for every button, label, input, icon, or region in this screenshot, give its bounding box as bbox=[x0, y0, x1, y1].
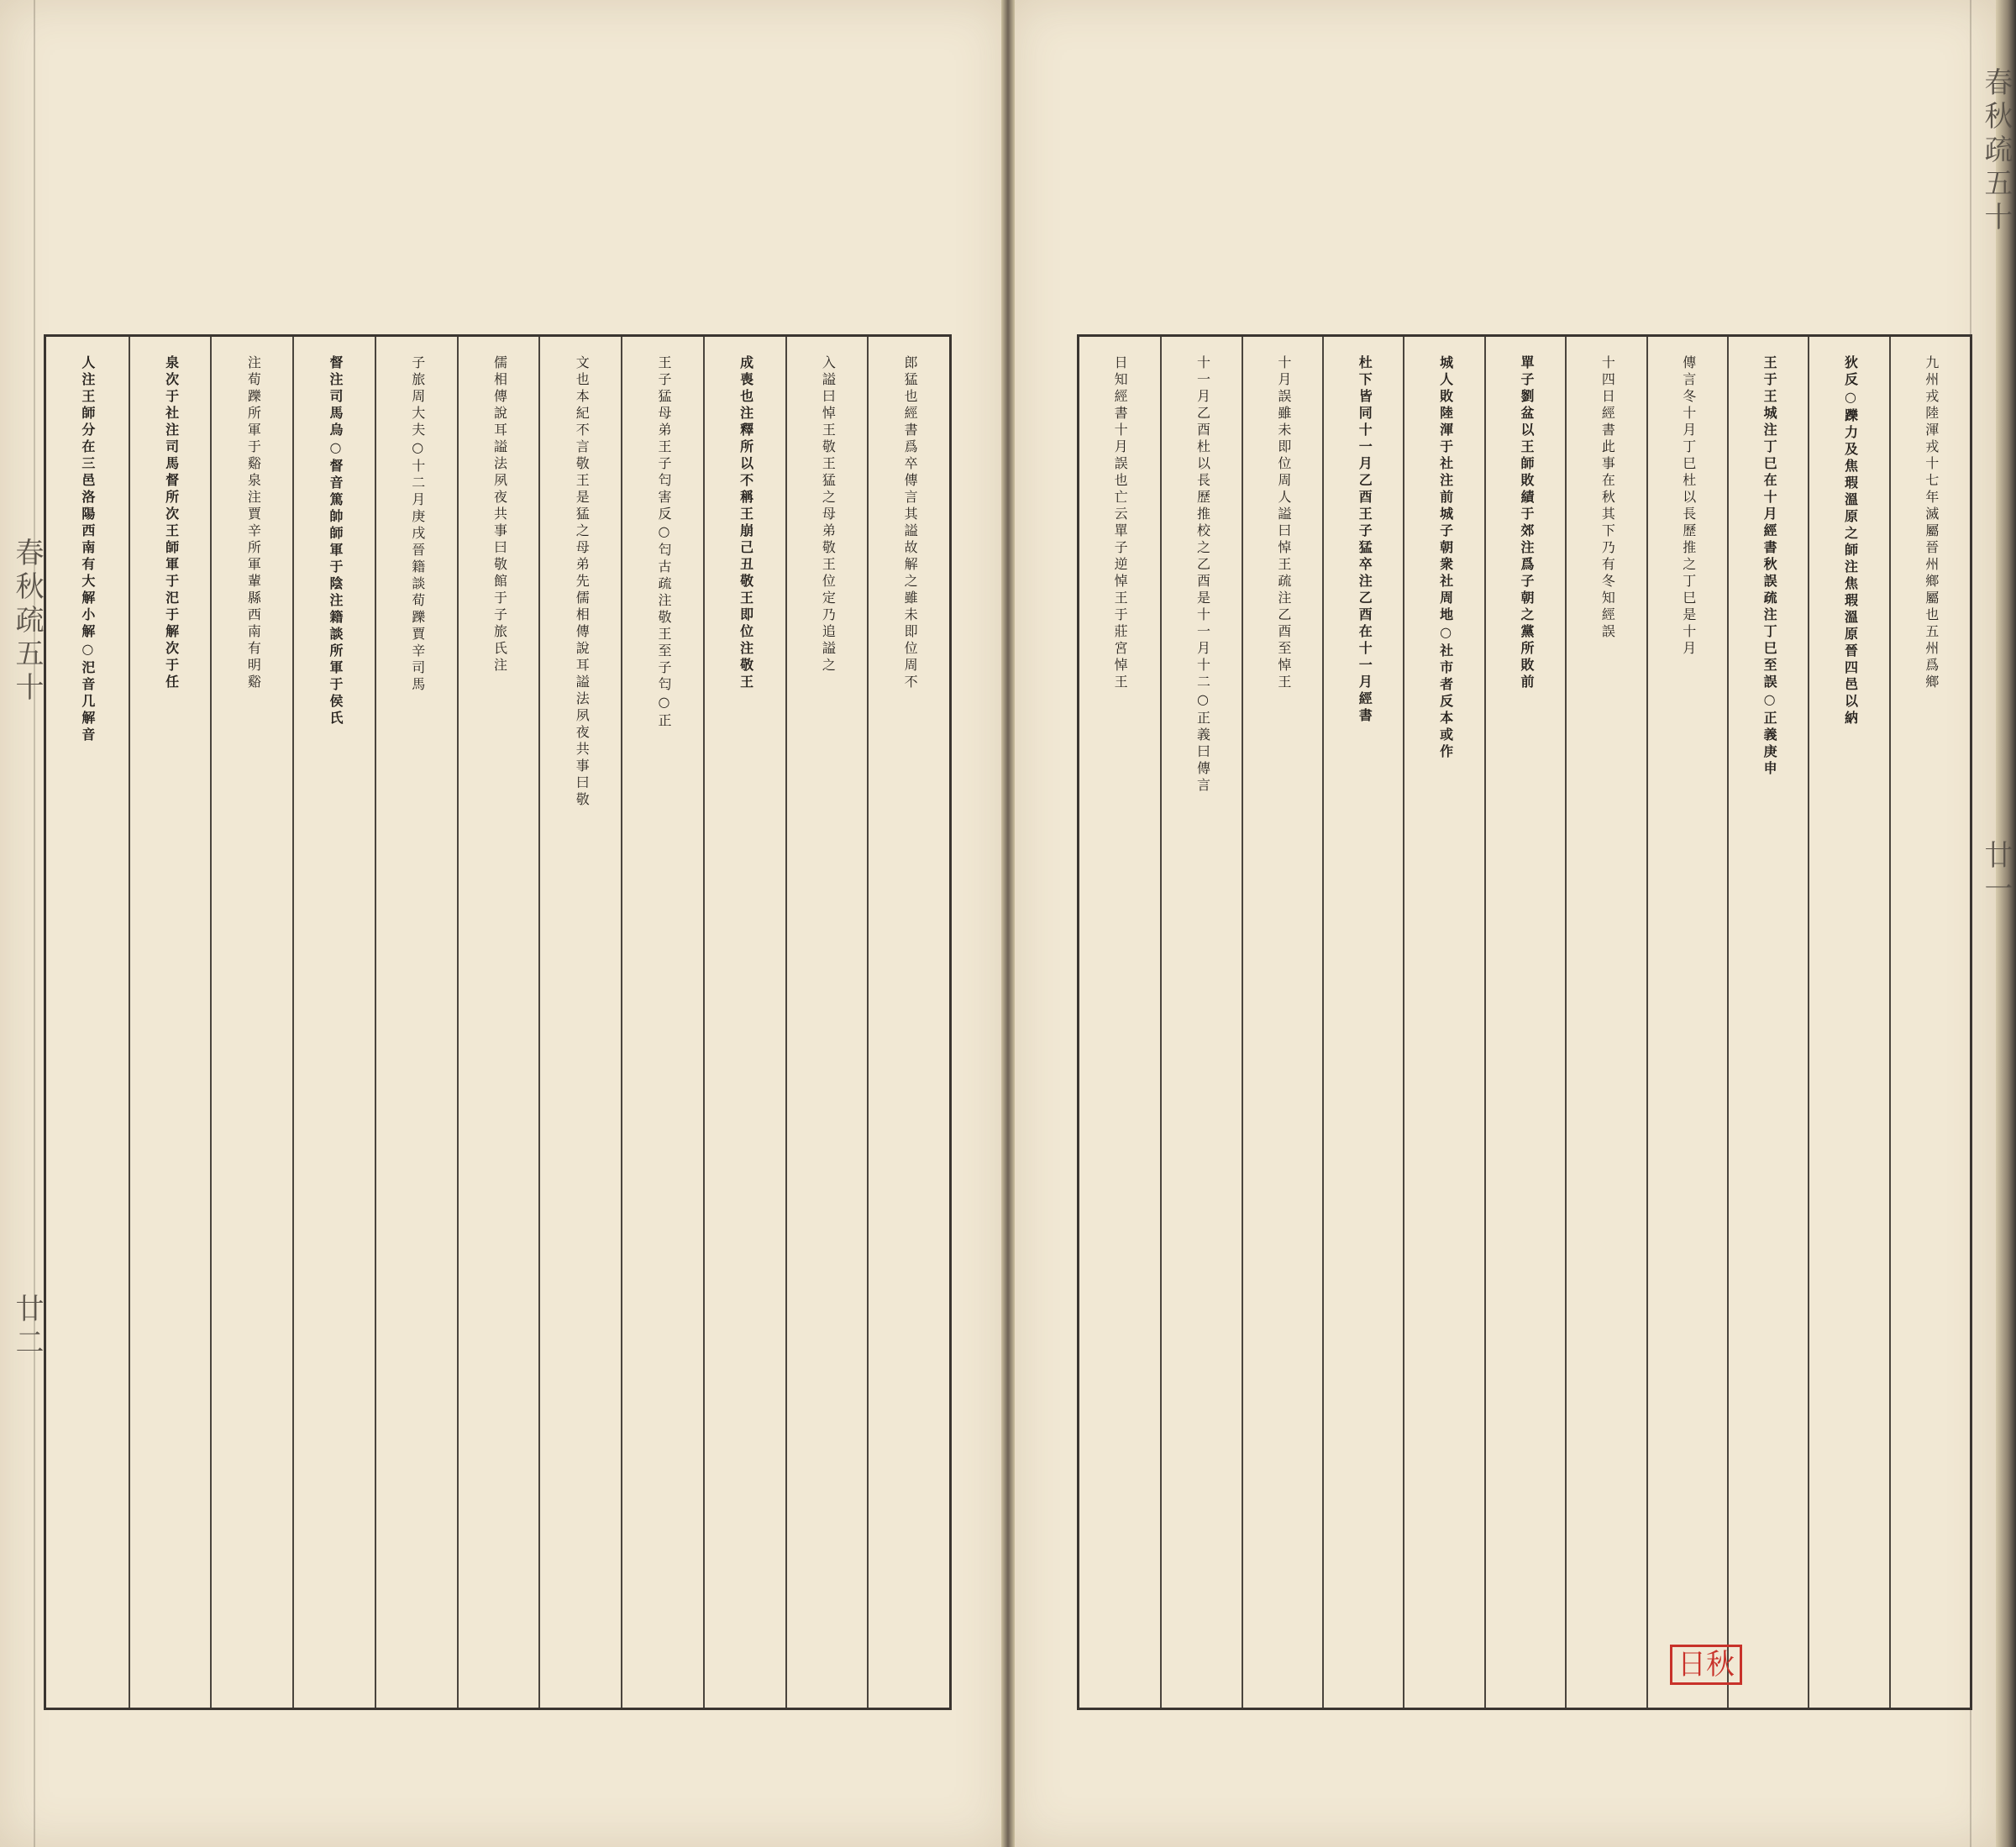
text-column bbox=[1160, 337, 1242, 1708]
column-text: 郎猛也經書爲卒傳言其謚故解之雖未即位周不 bbox=[902, 355, 919, 691]
column-text: 九州戎陸渾戎十七年滅屬晉州鄉屬也五州爲鄉 bbox=[1923, 355, 1940, 691]
column-text: 成喪也注釋所以不稱王崩己丑敬王即位注敬王 bbox=[738, 355, 754, 691]
column-text: 杜下皆同十一月乙酉王子猛卒注乙酉在十一月經書 bbox=[1357, 355, 1373, 725]
text-column bbox=[1079, 337, 1160, 1708]
text-column bbox=[1403, 337, 1485, 1708]
text-column bbox=[703, 337, 787, 1708]
column-text: 儒相傳說耳謚法夙夜共事曰敬館于子旅氏注 bbox=[491, 355, 508, 674]
red-seal: 日秋 bbox=[1670, 1645, 1742, 1685]
column-text: 十一月乙酉杜以長歷推校之乙酉是十一月十二○正義曰傳言 bbox=[1194, 355, 1211, 795]
column-text: 文也本紀不言敬王是猛之母弟先儒相傳說耳謚法夙夜共事曰敬 bbox=[574, 355, 591, 809]
column-text: 十四日經書此事在秋其下乃有冬知經誤 bbox=[1599, 355, 1616, 641]
column-text: 泉次于社注司馬督所次王師軍于汜于解次于任 bbox=[163, 355, 180, 691]
column-text: 城人敗陸渾于社注前城子朝衆社周地○社市者反本或作 bbox=[1437, 355, 1454, 761]
text-column bbox=[46, 337, 129, 1708]
column-text: 狄反○躒力及焦瑕溫原之師注焦瑕溫原晉四邑以納 bbox=[1842, 355, 1859, 727]
text-column bbox=[867, 337, 951, 1708]
text-column bbox=[538, 337, 622, 1708]
column-text: 注荀躒所軍于谿泉注賈辛所軍輩縣西南有明谿 bbox=[245, 355, 262, 691]
text-column bbox=[1808, 337, 1890, 1708]
column-text: 王子猛母弟王子匄害反○匄古疏注敬王至子匄○正 bbox=[655, 355, 672, 730]
column-text: 人注王師分在三邑洛陽西南有大解小解○汜音几解音 bbox=[79, 355, 96, 744]
text-column bbox=[210, 337, 294, 1708]
column-text: 傳言冬十月丁巳杜以長歷推之丁巳是十月 bbox=[1680, 355, 1697, 658]
left-folio: 廿二 bbox=[10, 1293, 44, 1361]
column-text: 子旅周大夫○十二月庚戌晉籍談荀躒賈辛司馬 bbox=[409, 355, 426, 694]
text-column bbox=[1565, 337, 1647, 1708]
text-column bbox=[1889, 337, 1971, 1708]
book-gutter bbox=[1001, 0, 1015, 1847]
left-text-frame bbox=[44, 334, 952, 1710]
text-column bbox=[1484, 337, 1567, 1708]
text-column bbox=[1727, 337, 1809, 1708]
right-margin-title: 春秋疏五十 bbox=[1979, 67, 2013, 235]
text-column bbox=[1646, 337, 1729, 1708]
text-column bbox=[1242, 337, 1324, 1708]
text-column bbox=[129, 337, 213, 1708]
column-text: 入謚曰悼王敬王猛之母弟敬王位定乃追謚之 bbox=[820, 355, 837, 674]
column-text: 王于王城注丁巳在十月經書秋誤疏注丁巳至誤○正義庚申 bbox=[1761, 355, 1778, 778]
column-text: 十月誤雖未即位周人謚曰悼王疏注乙酉至悼王 bbox=[1275, 355, 1292, 691]
column-text: 日知經書十月誤也亡云單子逆悼王于莊宮悼王 bbox=[1112, 355, 1129, 691]
right-folio: 廿一 bbox=[1979, 840, 2013, 907]
text-column bbox=[1322, 337, 1404, 1708]
left-margin-title: 春秋疏五十 bbox=[10, 538, 44, 706]
right-text-frame bbox=[1077, 334, 1972, 1710]
fold-line bbox=[34, 0, 35, 1847]
text-column bbox=[621, 337, 705, 1708]
column-text: 單子劉盆以王師敗績于郊注爲子朝之黨所敗前 bbox=[1518, 355, 1535, 691]
text-column bbox=[785, 337, 869, 1708]
page-edge bbox=[1996, 0, 2016, 1847]
text-column bbox=[292, 337, 376, 1708]
column-text: 督注司馬烏○督音篤帥師軍于陰注籍談所軍于侯氏 bbox=[328, 355, 344, 727]
text-column bbox=[457, 337, 541, 1708]
text-column bbox=[375, 337, 459, 1708]
